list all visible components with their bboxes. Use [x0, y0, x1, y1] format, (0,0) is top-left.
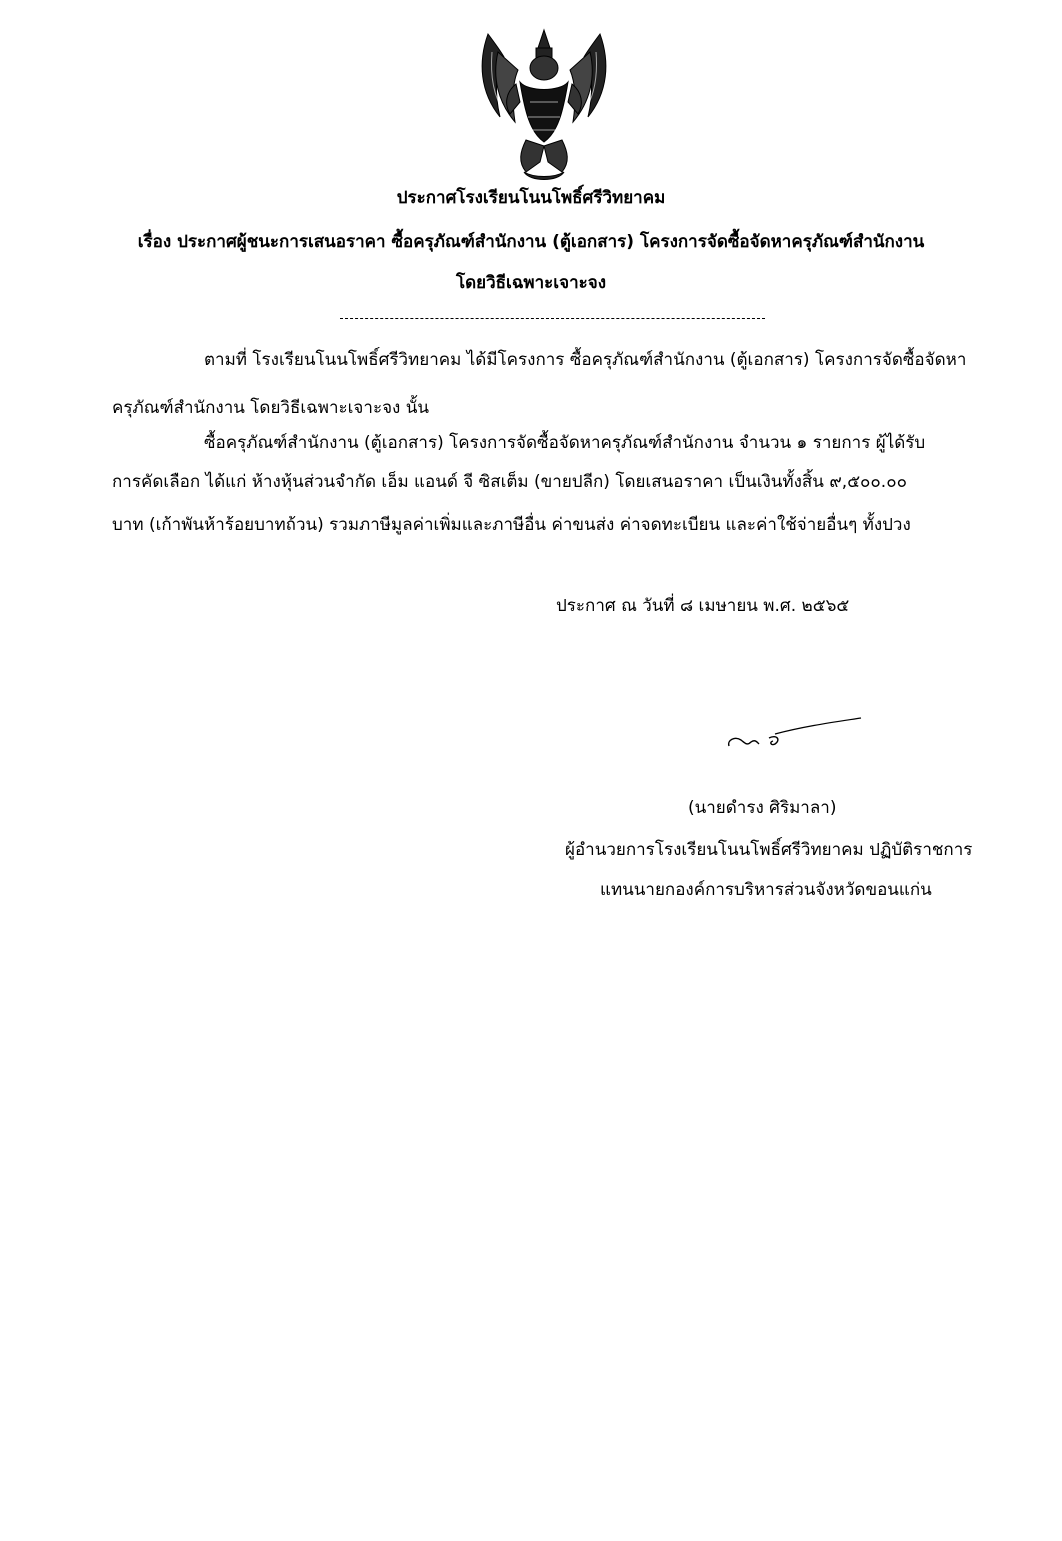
paragraph-2-line-1: ซื้อครุภัณฑ์สำนักงาน (ตู้เอกสาร) โครงการจัดซื้อจัดหาครุภัณฑ์สำนักงาน จำนวน ๑ รายการ ผู้ได้รับ	[204, 433, 926, 453]
signature-mark-icon	[725, 712, 865, 762]
divider	[340, 318, 765, 319]
signatory-position-2: แทนนายกองค์การบริหารส่วนจังหวัดขอนแก่น	[600, 880, 932, 900]
subject-line-1: เรื่อง ประกาศผู้ชนะการเสนอราคา ซื้อครุภัณฑ์สำนักงาน (ตู้เอกสาร) โครงการจัดซื้อจัดหาครุภัณฑ์สำนักงาน	[137, 232, 925, 252]
garuda-emblem-icon	[470, 22, 618, 187]
announce-date: ประกาศ ณ วันที่ ๘ เมษายน พ.ศ. ๒๕๖๕	[556, 596, 850, 616]
announcement-title: ประกาศโรงเรียนโนนโพธิ์ศรีวิทยาคม	[396, 188, 666, 208]
paragraph-1-line-1: ตามที่ โรงเรียนโนนโพธิ์ศรีวิทยาคม ได้มีโครงการ ซื้อครุภัณฑ์สำนักงาน (ตู้เอกสาร) โครงการจัดซื้อจัดหา	[204, 350, 967, 370]
paragraph-2-line-3: บาท (เก้าพันห้าร้อยบาทถ้วน) รวมภาษีมูลค่าเพิ่มและภาษีอื่น ค่าขนส่ง ค่าจดทะเบียน และค่าใช้จ่ายอื่นๆ ทั้งปวง	[112, 515, 911, 535]
subject-line-2: โดยวิธีเฉพาะเจาะจง	[455, 273, 607, 293]
signatory-name: (นายดำรง ศิริมาลา)	[688, 798, 837, 818]
signatory-position-1: ผู้อำนวยการโรงเรียนโนนโพธิ์ศรีวิทยาคม ปฏิบัติราชการ	[565, 840, 973, 860]
paragraph-1-line-2: ครุภัณฑ์สำนักงาน โดยวิธีเฉพาะเจาะจง นั้น	[112, 398, 429, 418]
paragraph-2-line-2: การคัดเลือก ได้แก่ ห้างหุ้นส่วนจำกัด เอ็ม แอนด์ จี ซิสเต็ม (ขายปลีก) โดยเสนอราคา เป็นเงินทั้งสิ้น ๙,๕๐๐.๐๐	[112, 472, 907, 492]
